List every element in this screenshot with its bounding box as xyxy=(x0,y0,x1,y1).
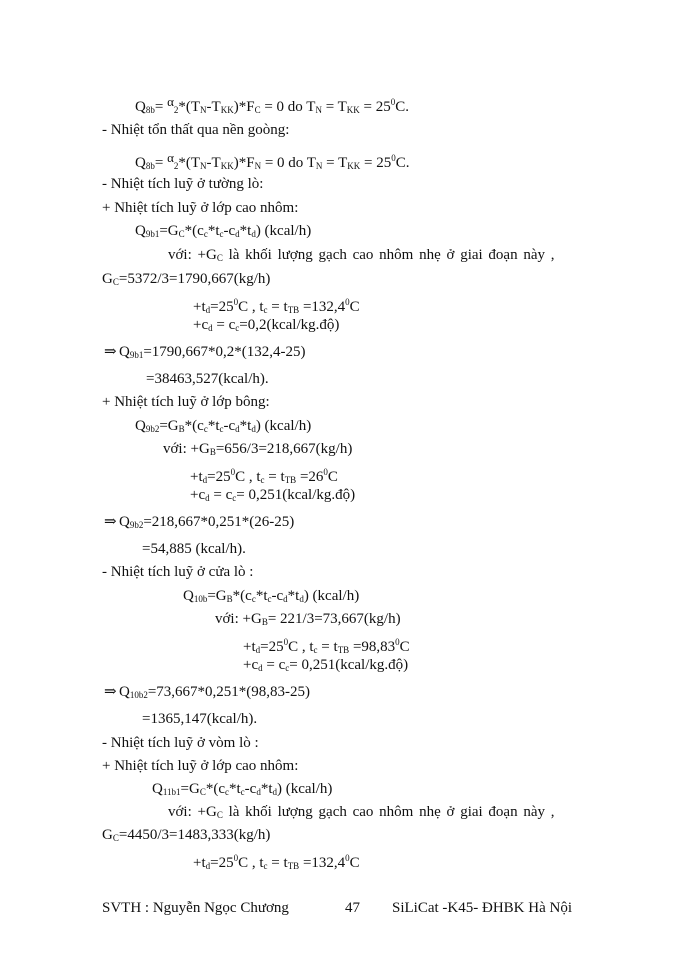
equation-q9b2: $Q_{9b2}=G_B*(c_c*t_c-c_d*t_d)$ (kcal/h) xyxy=(135,418,312,434)
equation-q8b-floor: $Q_{8b}= \alpha_2*(T_N-T_{KK})*F_N = 0$ do $T_N = T_{KK} = 25^0C$. xyxy=(135,150,410,171)
heading-heat-stored-door: - Nhiệt tích luỹ ở cửa lò : xyxy=(102,564,254,580)
temperatures-alumina-wall: $+t_d=25^0C$ , $t_c = t_{TB} =132,4^0C$ xyxy=(193,297,360,315)
page-footer xyxy=(102,900,592,920)
text: Q xyxy=(135,99,146,115)
temperatures-door: $+t_d=25^0C$ , $t_c = t_{TB} =98,83^0C$ xyxy=(243,637,410,655)
temperatures-roof: $+t_d=25^0C$ , $t_c = t_{TB} =132,4^0C$ xyxy=(193,853,360,871)
specific-heat-alumina-wall: $+c_d$ = $c_c=0,2(kcal/kg.độ)$ xyxy=(193,317,340,333)
specific-heat-door: $+c_d = c_c=$ 0,251(kcal/kg.độ) xyxy=(243,657,409,673)
specific-heat-wool-wall: $+c_d = c_c=$ 0,251(kcal/kg.độ) xyxy=(190,487,356,503)
footer-institution: SiLiCat -K45- ĐHBK Hà Nội xyxy=(392,900,572,916)
heading-heat-loss-car-floor: - Nhiệt tổn thất qua nền goòng: xyxy=(102,122,290,138)
heading-heat-stored-wool-layer: + Nhiệt tích luỹ ở lớp bông: xyxy=(102,394,270,410)
value-gc-4450: $G_C=4450/3=1483,333(kg/h)$ xyxy=(102,827,271,843)
definition-gb-door: với: $+G_B= 221/3=73,667(kg/h)$ xyxy=(215,611,401,627)
result-q9b2: ⇒ $Q_{9b2}=218,667*0,251*(26-25)$ xyxy=(104,514,295,530)
heading-heat-stored-wall: - Nhiệt tích luỹ ở tường lò: xyxy=(102,176,264,192)
implies-arrow-icon: ⇒ xyxy=(104,514,117,530)
equation-q8b-walls: $Q_{8b}= \alpha_2*(T_N-T_{KK})*F_C = 0$ do $T_N = T_{KK} = 25^0C$. xyxy=(135,94,410,115)
equation-q9b1: $Q_{9b1}=G_C*(c_c*t_c-c_d*t_d)$ (kcal/h) xyxy=(135,223,312,239)
heading-heat-stored-roof: - Nhiệt tích luỹ ở vòm lò : xyxy=(102,735,259,751)
footer-author: SVTH : Nguyễn Ngọc Chương xyxy=(102,900,289,916)
implies-arrow-icon: ⇒ xyxy=(104,684,117,700)
definition-gc-alumina: với: $+G_C$ là khối lượng gạch cao nhôm nhẹ ở giai đoạn này , xyxy=(168,247,555,263)
value-gc-5372: $G_C=5372/3=1790,667(kg/h)$ xyxy=(102,271,271,287)
heading-heat-stored-roof-alumina: + Nhiệt tích luỹ ở lớp cao nhôm: xyxy=(102,758,299,774)
page-number: 47 xyxy=(345,900,360,916)
result-q10b2: ⇒ $Q_{10b2}=73,667*0,251*(98,83-25)$ xyxy=(104,684,311,700)
result-q9b1-value: =38463,527(kcal/h). xyxy=(146,371,269,387)
alpha-symbol: α xyxy=(167,94,174,109)
temperatures-wool-wall: $+t_d=25^0C$ , $t_c = t_{TB} =26^0C$ xyxy=(190,467,338,485)
result-q9b2-value: =54,885 (kcal/h). xyxy=(142,541,246,557)
heading-heat-stored-alumina-layer: + Nhiệt tích luỹ ở lớp cao nhôm: xyxy=(102,200,299,216)
equation-q11b1: $Q_{11b1}=G_C*(c_c*t_c-c_d*t_d)$ (kcal/h) xyxy=(152,781,333,797)
equation-q10b: $Q_{10b}=G_B*(c_c*t_c-c_d*t_d)$ (kcal/h) xyxy=(183,588,360,604)
definition-gb-wool: với: $+G_B=656/3=218,667(kg/h)$ xyxy=(163,441,353,457)
result-q9b1: ⇒ $Q_{9b1}=1790,667*0,2*(132,4-25)$ xyxy=(104,344,306,360)
alpha-symbol: α xyxy=(167,150,174,165)
implies-arrow-icon: ⇒ xyxy=(104,344,117,360)
definition-gc-roof: với: $+G_C$ là khối lượng gạch cao nhôm nhẹ ở giai đoạn này , xyxy=(168,804,555,820)
result-q10b2-value: =1365,147(kcal/h). xyxy=(142,711,258,727)
